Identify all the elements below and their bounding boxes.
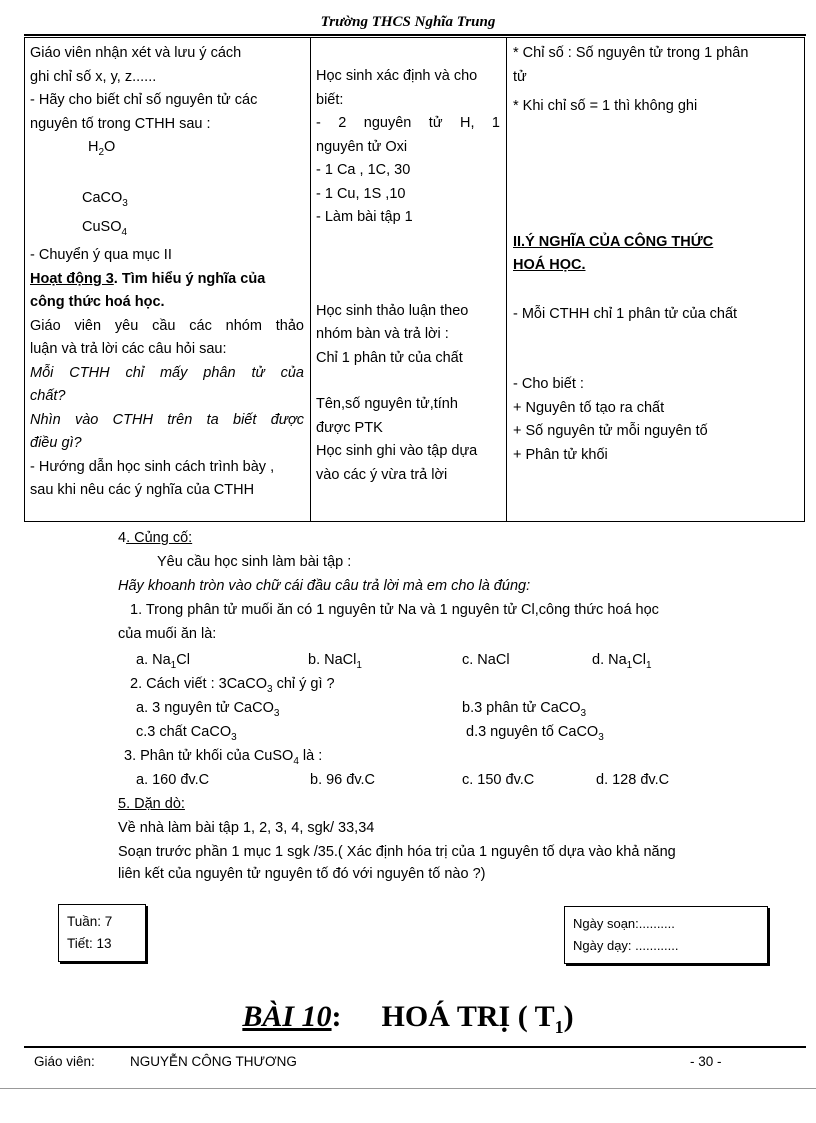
text-line: + Số nguyên tử mỗi nguyên tố	[513, 423, 708, 439]
q2-option-d: d.3 nguyên tố CaCO$_3$	[466, 724, 604, 743]
text-line: - Hướng dẫn học sinh cách trình bày ,	[30, 458, 275, 475]
q3-option-c: c. 150 đv.C	[462, 772, 535, 788]
text-line: + Phân tử khối	[513, 446, 608, 463]
homework-line-2: Soạn trước phần 1 mục 1 sgk /35.( Xác định hóa trị của 1 nguyên tố dựa vào khả năng	[118, 844, 676, 860]
q2-option-c: c.3 chất CaCO$_3$	[136, 724, 237, 743]
week-label: Tuần: 7	[67, 914, 113, 929]
formula-h2o: $H_2O$	[88, 139, 116, 158]
text-line: Học sinh xác định và cho	[316, 68, 478, 84]
text-line: nguyên tử Oxi	[316, 138, 408, 155]
text-line: - Hãy cho biết chỉ số nguyên tử các	[30, 92, 258, 108]
formula-caco3: CaCO$_3$	[82, 190, 128, 210]
page-edge-rule	[0, 1088, 816, 1089]
header-rule	[24, 34, 806, 36]
text-line: * Chỉ số : Số nguyên tử trong 1 phân	[513, 45, 749, 61]
text-line: Giáo viên nhận xét và lưu ý cách	[30, 45, 242, 61]
taught-date: Ngày dạy: ............	[573, 938, 679, 953]
text-line: - 1 Cu, 1S ,10	[316, 185, 406, 202]
text-line: sau khi nêu các ý nghĩa của CTHH	[30, 482, 255, 499]
q1-option-d: d. $Na_1Cl_1$	[592, 652, 652, 671]
text-line: ghi chỉ số x, y, z......	[30, 68, 157, 85]
text-line: - Mỗi CTHH chỉ 1 phân tử của chất	[513, 305, 738, 322]
content-column	[513, 42, 801, 467]
q2-option-b: b.3 phân tử CaCO$_3$	[462, 700, 587, 719]
teacher-name: NGUYỄN CÔNG THƯƠNG	[130, 1054, 297, 1069]
homework-line-3: liên kết của nguyên tử nguyên tố đó với nguyên tố nào ?)	[118, 866, 486, 882]
text-line: luận và trả lời các câu hỏi sau:	[30, 341, 227, 358]
homework-line-1: Về nhà làm bài tập 1, 2, 3, 4, sgk/ 33,34	[118, 820, 375, 836]
text-line: Học sinh ghi vào tập dựa	[316, 443, 478, 459]
table-divider-2	[506, 37, 507, 522]
section-ii-heading: II.Ý NGHĨA CỦA CÔNG THỨC	[513, 233, 714, 250]
q3-option-b: b. 96 đv.C	[310, 772, 376, 788]
question-2: Nhìn vào CTHH trên ta biết được	[30, 411, 304, 428]
text-line: + Nguyên tố tạo ra chất	[513, 399, 665, 416]
exercise-instruction: Hãy khoanh tròn vào chữ cái đầu câu trả lời mà em cho là đúng:	[118, 578, 531, 594]
text-line: Học sinh thảo luận theo	[316, 302, 469, 319]
question-1: Mỗi CTHH chỉ mấy phân tử của	[30, 364, 304, 381]
prepared-date: Ngày soạn:..........	[573, 916, 675, 931]
period-label: Tiết: 13	[67, 936, 112, 951]
text-line: Giáo viên yêu cầu các nhóm thảo	[30, 317, 304, 334]
activity-3-heading: Hoạt động 3. Tìm hiểu ý nghĩa của	[30, 270, 266, 287]
text-line: - Làm bài tập 1	[316, 209, 413, 225]
consolidation-heading: 4. Củng cố:	[118, 530, 193, 546]
text-line: Tên,số nguyên tử,tính	[316, 396, 458, 412]
text-line: vào các ý vừa trả lời	[316, 466, 448, 483]
text-line: nhóm bàn và trả lời :	[316, 326, 449, 342]
text-line: - 1 Ca , 1C, 30	[316, 162, 411, 178]
homework-heading: 5. Dặn dò:	[118, 796, 185, 812]
table-divider-1	[310, 37, 311, 522]
section-ii-heading-cont: HOÁ HỌC.	[513, 257, 586, 273]
text-line: * Khi chỉ số = 1 thì không ghi	[513, 98, 698, 114]
q1-option-a: a. $Na_1Cl$	[136, 652, 190, 671]
activity-3-heading-cont: công thức hoá học.	[30, 294, 165, 311]
text-line: tử	[513, 68, 527, 85]
text-line: nguyên tố trong CTHH sau :	[30, 115, 211, 132]
text-line: được PTK	[316, 419, 383, 436]
q3-option-d: d. 128 đv.C	[596, 772, 670, 788]
school-header: Trường THCS Nghĩa Trung	[320, 14, 496, 30]
question-2-text: 2. Cách viết : 3CaCO$_3$ chỉ ý gì ?	[130, 676, 335, 695]
consolidation-intro: Yêu cầu học sinh làm bài tập :	[157, 554, 352, 570]
week-period-box	[58, 904, 146, 962]
text-line: - Cho biết :	[513, 376, 584, 392]
text-line: biết:	[316, 91, 344, 108]
footer-label: Giáo viên:	[34, 1054, 95, 1069]
student-activity-column	[316, 65, 500, 487]
page-number: - 30 -	[690, 1054, 722, 1069]
question-1-text: 1. Trong phân tử muối ăn có 1 nguyên tử Na và 1 nguyên tử Cl,công thức hoá học	[130, 602, 659, 618]
lesson-title: BÀI 10: HOÁ TRỊ ( $T_1$)	[242, 1000, 574, 1037]
question-1-text-cont: của muối ăn là:	[118, 626, 217, 642]
question-2-cont: điều gì?	[30, 435, 82, 452]
date-box	[564, 906, 768, 964]
formula-cuso4: CuSO$_4$	[82, 218, 128, 238]
q1-option-c: c. NaCl	[462, 652, 510, 668]
q3-option-a: a. 160 đv.C	[136, 772, 210, 788]
q2-option-a: a. 3 nguyên tử CaCO$_3$	[136, 700, 280, 719]
text-line: - Chuyển ý qua mục II	[30, 247, 172, 264]
text-line: Chỉ 1 phân tử của chất	[316, 349, 463, 366]
question-3-text: 3. Phân tử khối của CuSO$_4$ là :	[124, 748, 323, 767]
question-1-cont: chất?	[30, 388, 66, 405]
footer-rule	[24, 1046, 806, 1048]
q1-option-b: b. NaCl$_1$	[308, 652, 362, 671]
text-line: - 2 nguyên tử H, 1	[316, 115, 500, 131]
teacher-activity-column	[30, 42, 304, 503]
